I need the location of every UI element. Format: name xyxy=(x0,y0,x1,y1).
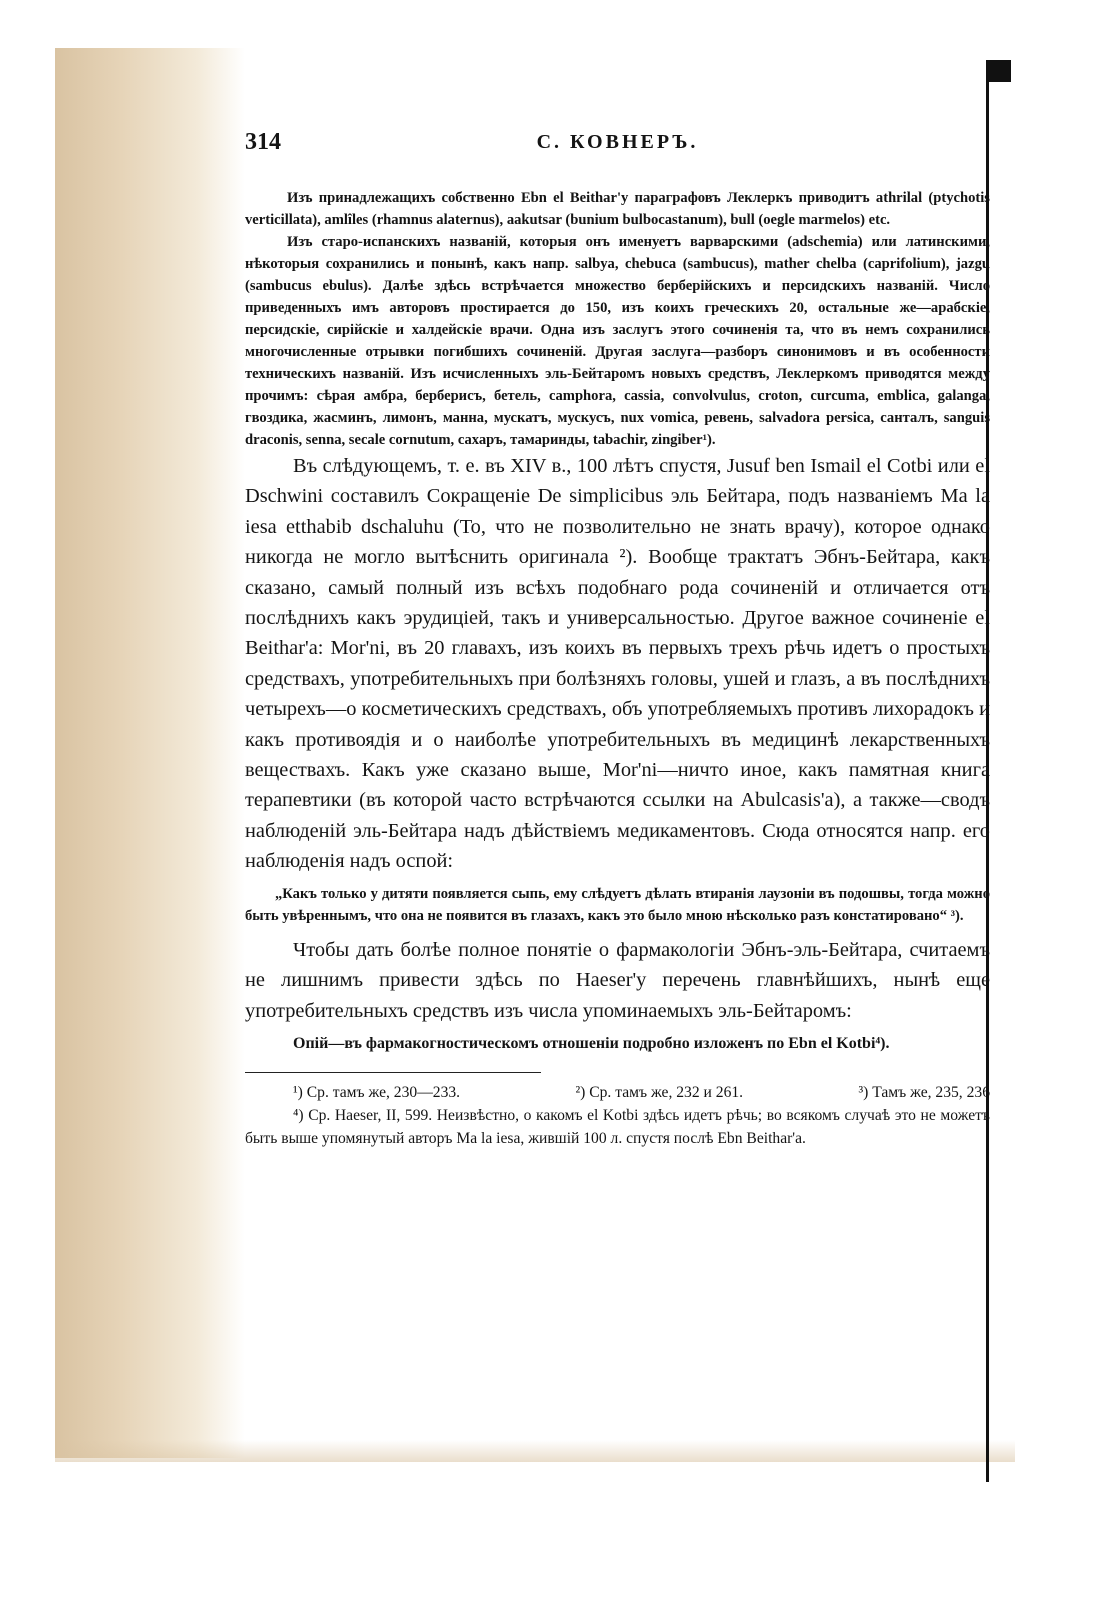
footnotes-row xyxy=(245,1081,990,1104)
footnote-4: ⁴) Ср. Haeser, II, 599. Неизвѣстно, о какомъ el Kotbi здѣсь идетъ рѣчь; во всякомъ случаѣ это не можетъ быть выше упомянутый авторъ Ma la iesa, жившій 100 л. спустя послѣ Ebn Beithar'a. xyxy=(245,1106,990,1147)
footnote-3: ³) Тамъ же, 235, 236 xyxy=(858,1083,990,1101)
paragraph-cotbi: Въ слѣдующемъ, т. е. въ XIV в., 100 лѣтъ спустя, Jusuf ben Ismail el Cotbi или el Dschwini составилъ Сокращеніе De simplicibus эль Бейтара, подъ названіемъ Ma la iesa etthabib dschaluhu (То, что не позволительно не знать врачу), которое однако никогда не могло вытѣснить оригинала ²). Вообще трактатъ Эбнъ-Бейтара, какъ сказано, самый полный изъ всѣхъ подобнаго рода сочиненій и отличается отъ послѣднихъ какъ эрудиціей, такъ и универсальностью. Другое важное сочиненіе el Beithar'a: Mor'ni, въ 20 главахъ, изъ коихъ въ первыхъ трехъ рѣчь идетъ о простыхъ средствахъ, употребительныхъ при болѣзняхъ головы, ушей и глазъ, а въ послѣднихъ четырехъ—о косметическихъ средствахъ, объ употребляемыхъ противъ лихорадокъ и какъ противоядія и о наиболѣе употребительныхъ въ медицинѣ лекарственныхъ веществахъ. Какъ уже сказано выше, Mor'ni—ничто иное, какъ памятная книга терапевтики (въ которой часто встрѣчаются ссылки на Abulcasis'a), а также—сводъ наблюденій эль-Бейтара надъ дѣйствіемъ медикаментовъ. Сюда относятся напр. его наблюденія надъ оспой: xyxy=(245,455,990,873)
scan-paper-shadow xyxy=(55,1440,1015,1462)
paragraph-spanish-names: Изъ старо-испанскихъ названій, которыя онъ именуетъ варварскими (adschemia) или латинскими, нѣкоторыя сохранились и понынѣ, какъ напр. salbya, chebuca (sambucus), mather chelba (caprifolium), jazgu (sambucus ebulus). Далѣе здѣсь встрѣчается множество берберійскихъ и персидскихъ названій. Число приведенныхъ имъ авторовъ простирается до 150, изъ коихъ греческихъ 20, остальные же—арабскіе, персидскіе, сирійскіе и халдейскіе врачи. Одна изъ заслугъ этого сочиненія та, что въ немъ сохранились многочисленные отрывки погибшихъ сочиненій. Другая заслуга—разборъ синонимовъ и въ особенности техническихъ названій. Изъ исчисленныхъ эль-Бейтаромъ новыхъ средствъ, Леклеркомъ приводятся между прочимъ: сѣрая амбра, берберисъ, бетель, camphora, cassia, convolvulus, croton, curcuma, emblica, galanga, гвоздика, жасминъ, лимонъ, манна, мускатъ, мускусъ, nux vomica, ревень, salvadora persica, санталъ, sanguis draconis, senna, secale cornutum, сахаръ, тамаринды, tabachir, zingiber¹). xyxy=(245,234,990,448)
quote-smallpox: „Какъ только у дитяти появляется сыпь, ему слѣдуетъ дѣлать втиранія лаузоніи въ подошвы, тогда можно быть увѣреннымъ, что она не появится въ глазахъ, какъ это было мною нѣсколько разъ констатировано“ ³). xyxy=(245,885,990,924)
footnote-rule xyxy=(245,1072,541,1073)
scan-paper-edge xyxy=(55,48,245,1458)
footnote-1: ¹) Ср. тамъ же, 230—233. xyxy=(293,1083,461,1101)
book-page xyxy=(245,125,990,1150)
footnote-2: ²) Ср. тамъ же, 232 и 261. xyxy=(575,1083,744,1101)
running-head: С. КОВНЕРЪ. xyxy=(536,131,699,153)
page-number: 314 xyxy=(245,129,281,155)
page-header xyxy=(245,125,990,165)
paragraph-leclerc-terms: Изъ принадлежащихъ собственно Ebn el Beithar'у параграфовъ Леклеркъ приводитъ athrilal (ptychotis verticillata), amlîles (rhamnus alaternus), aakutsar (bunium bulbocastanum), bull (oegle marmelos) etc. xyxy=(245,190,990,228)
entry-opium: Опій—въ фармакогностическомъ отношеніи подробно изложенъ по Ebn el Kotbi⁴). xyxy=(293,1034,890,1052)
paragraph-haeser-list: Чтобы дать болѣе полное понятіе о фармакологіи Эбнъ-эль-Бейтара, считаемъ не лишнимъ привести здѣсь по Haeser'у перечень главнѣйшихъ, нынѣ еще употребительныхъ средствъ изъ числа упоминаемыхъ эль-Бейтаромъ: xyxy=(245,938,990,1022)
